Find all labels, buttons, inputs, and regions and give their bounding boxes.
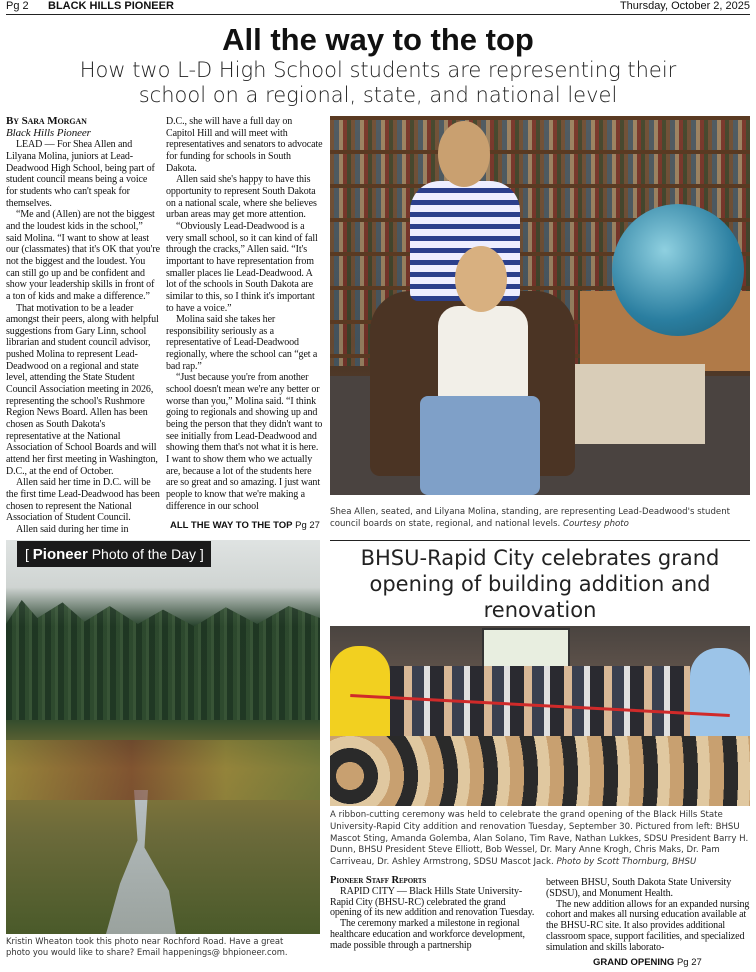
- seated-student: [438, 306, 528, 401]
- brand-name: Pioneer: [32, 546, 88, 563]
- jump-page: Pg 27: [295, 520, 320, 531]
- globe: [612, 204, 744, 336]
- caption-text: A ribbon-cutting ceremony was held to celebrate the grand opening of the Black Hills State University-Rapid City addition and renovation Tuesday, September 30. Pictured from left: BHSU Mascot Sting, Amanda Golemba, Alan Solano, Tim Rave, Nathan Lukkes, SDSU President Barry H. Dunn, BHSU President Steve Elliott, Bob Wessel, Dr. Mary Anne Krogh, Chris Maks, Dr. Pam Carriveau, Dr. Ashley Armstrong, SDSU Mascot Jack.: [330, 810, 749, 868]
- audience: [330, 736, 750, 806]
- jump-link[interactable]: [170, 520, 320, 531]
- student-head: [455, 246, 507, 312]
- paragraph: “Obviously Lead-Deadwood is a very small school, so it can kind of fall through the cracks,” Allen said. “It's important to have representation from smaller places lie Lead-Deadwood. A lot of the schools in South Dakota are similar to this, so I think it's important to have a voice.”: [166, 220, 318, 314]
- newspaper-name: BLACK HILLS PIONEER: [48, 0, 174, 12]
- photo-credit: Courtesy photo: [562, 519, 629, 529]
- potd-caption: Kristin Wheaton took this photo near Rochford Road. Have a great photo you would like to share? Email happenings@ bhpioneer.com.: [6, 936, 288, 957]
- story2-headline: BHSU-Rapid City celebrates grand opening of building addition and renovation: [360, 546, 720, 622]
- page-header: [6, 0, 750, 15]
- feature-label: Photo of the Day: [91, 546, 196, 562]
- paragraph: Allen said she's happy to have this opportunity to represent South Dakota on a national scale, where she believes urban areas may get more attention.: [166, 174, 317, 221]
- students-photo: [330, 116, 750, 495]
- paragraph: D.C., she will have a full day on Capitol Hill and will meet with representatives and senators to advocate for funding for schools in South Dakota.: [166, 116, 323, 174]
- story-column-2: [166, 116, 323, 512]
- paragraph: RAPID CITY — Black Hills State University-Rapid City (BHSU-RC) celebrated the grand opening of its new addition and renovation Tuesday.: [330, 885, 535, 919]
- pine-forest: [6, 600, 320, 720]
- autumn-meadow: [6, 740, 320, 800]
- jump-page: Pg 27: [676, 957, 702, 968]
- creek: [106, 790, 176, 934]
- paragraph: The ceremony marked a milestone in regional healthcare education and workforce development, made possible through a partnership: [330, 918, 525, 951]
- byline-org: Black Hills Pioneer: [6, 126, 91, 139]
- paragraph: Allen said her time in D.C. will be the first time Lead-Deadwood has been chosen to represent the National Association of Student Council.: [6, 477, 160, 524]
- issue-date: Thursday, October 2, 2025: [619, 0, 750, 12]
- caption-text: Shea Allen, seated, and Lilyana Molina, standing, are representing Lead-Deadwood's student council boards on state, regional, and national levels.: [330, 507, 731, 529]
- jump-link[interactable]: [593, 957, 702, 968]
- byline: By Sara Morgan: [6, 115, 87, 127]
- story-subhead: How two L-D High School students are representing their school on a regional, state, and national level: [79, 58, 677, 107]
- paragraph: Molina said she takes her responsibility seriously as a representative of Lead-Deadwood regionally, where the school can “get a bad rap.”: [166, 314, 318, 372]
- paragraph: “Just because you're from another school doesn't mean we're any better or worse than you,” Molina said. “I think going to regionals and showing up and being the person that they didn't want to see initially from Lead-Deadwood and showing them that's not what it is here. I want to show them who we actually are, because a lot of the students here are so great and so amazing. I just want people to know that we're making a difference in our school: [166, 372, 323, 512]
- story2-column-2: [546, 878, 752, 954]
- ribbon-cutting-photo: [330, 626, 750, 806]
- byline: Pioneer Staff Reports: [330, 875, 427, 886]
- paragraph: between BHSU, South Dakota State University (SDSU), and Monument Health.: [546, 877, 732, 899]
- jump-label: ALL THE WAY TO THE TOP: [170, 520, 293, 531]
- jeans: [420, 396, 540, 495]
- photo-caption: [330, 506, 750, 530]
- jump-label: GRAND OPENING: [593, 957, 675, 968]
- paragraph: “Me and (Allen) are not the biggest and the loudest kids in the school,” said Molina. “I want to show at least our (classmates) that it's OK that you're not the biggest and the loudest. You can still go up and be confident and show your leadership skills in front of a ton of kids and make a difference.”: [6, 209, 160, 302]
- story2-caption: [330, 810, 750, 869]
- story-headline: All the way to the top: [222, 22, 534, 57]
- paragraph: That motivation to be a leader amongst their peers, along with helpful suggestions from Gary Linn, school librarian and student council advisor, pushed Molina to represent Lead-Deadwood on a regional and state level, attending the State Student Council Association meeting in 2026, representing the school's Rushmore Region News Board. Allen has been chosen as South Dakota's representative at the National Association of School Boards and will attend her first meeting in Washington, D.C., at the end of October.: [6, 302, 159, 477]
- paragraph: The new addition allows for an expanded nursing cohort and makes all nursing education available at the BHSU-RC site. It also provides additional classroom space, support facilities, and specialized simulation and skills laborato-: [546, 898, 750, 953]
- paragraph: Allen said during her time in: [16, 523, 129, 535]
- story2-column-1: [330, 876, 536, 952]
- photo-of-the-day: [6, 540, 320, 934]
- divider: [330, 540, 750, 541]
- photo-credit: Photo by Scott Thornburg, BHSU: [556, 857, 697, 868]
- paragraph: LEAD — For Shea Allen and Lilyana Molina, juniors at Lead-Deadwood High School, being part of student council means being a voice for students who can't speak for themselves.: [6, 139, 155, 209]
- story-column-1: [6, 116, 160, 536]
- student-head: [438, 121, 490, 187]
- page-number: Pg 2: [6, 0, 29, 12]
- photo-of-the-day-label: [ Pioneer Photo of the Day ]: [17, 541, 211, 567]
